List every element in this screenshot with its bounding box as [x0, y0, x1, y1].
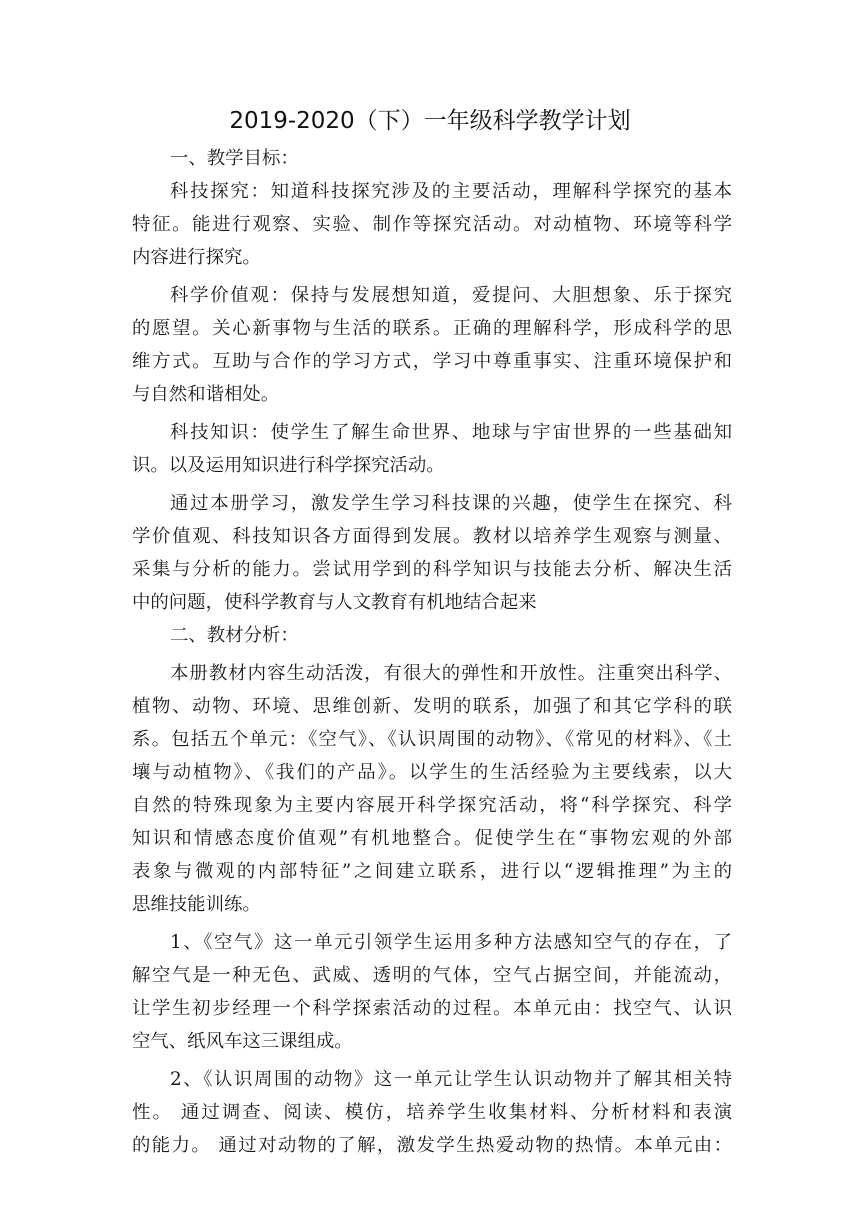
paragraph-tech-explore: [132, 175, 732, 274]
paragraph-line: 系。包括五个单元：《空气》、《认识周围的动物》、《常见的材料》、《土: [132, 729, 732, 750]
paragraph-line: 中的问题，使科学教育与人文教育有机地结合起来: [132, 592, 537, 613]
paragraph-unit-animals: [132, 1063, 732, 1162]
paragraph-line: 自然的特殊现象为主要内容展开科学探究活动，将“科学探究、科学: [132, 795, 732, 816]
paragraph-line: 本册教材内容生动活泼，有很大的弹性和开放性。注重突出科学、: [170, 663, 732, 684]
paragraph-line: 与自然和谐相处。: [132, 384, 280, 405]
paragraph-line: 植物、动物、环境、思维创新、发明的联系，加强了和其它学科的联: [132, 696, 732, 717]
paragraph-line: 的能力。 通过对动物的了解，激发学生热爱动物的热情。本单元由：: [132, 1135, 732, 1156]
paragraph-line: 识。以及运用知识进行科学探究活动。: [132, 455, 445, 476]
paragraph-tech-knowledge: [132, 416, 732, 482]
paragraph-overview: [132, 487, 732, 619]
paragraph-line: 壤与动植物》、《我们的产品》。以学生的生活经验为主要线索，以大: [132, 762, 732, 783]
paragraph-line: 空气、纸风车这三课组成。: [132, 1031, 353, 1052]
paragraph-line: 性。 通过调查、阅读、模仿，培养学生收集材料、分析材料和表演: [132, 1102, 732, 1123]
paragraph-line: 1、《空气》这一单元引领学生运用多种方法感知空气的存在，了: [170, 932, 732, 953]
paragraph-line: 2、《认识周围的动物》这一单元让学生认识动物并了解其相关特: [170, 1069, 732, 1090]
document-body: [132, 142, 732, 1162]
heading-line: 二、教材分析：: [170, 625, 299, 646]
paragraph-line: 维方式。互助与合作的学习方式，学习中尊重事实、注重环境保护和: [132, 351, 732, 372]
document-title: 2019-2020（下）一年级科学教学计划: [229, 108, 631, 134]
heading-textbook-analysis: [132, 619, 732, 652]
paragraph-line: 采集与分析的能力。尝试用学到的科学知识与技能去分析、解决生活: [132, 559, 732, 580]
paragraph-line: 解空气是一种无色、武威、透明的气体，空气占据空间，并能流动，: [132, 965, 732, 986]
paragraph-line: 知识和情感态度价值观”有机地整合。促使学生在“事物宏观的外部: [132, 828, 732, 849]
paragraph-line: 科技探究：知道科技探究涉及的主要活动，理解科学探究的基本: [170, 181, 732, 202]
paragraph-line: 特征。能进行观察、实验、制作等探究活动。对动植物、环境等科学: [132, 214, 732, 235]
paragraph-line: 通过本册学习，激发学生学习科技课的兴趣，使学生在探究、科: [170, 493, 732, 514]
paragraph-line: 学价值观、科技知识各方面得到发展。教材以培养学生观察与测量、: [132, 526, 732, 547]
paragraph-textbook: [132, 657, 732, 921]
paragraph-line: 表象与微观的内部特征”之间建立联系，进行以“逻辑推理”为主的: [132, 861, 732, 882]
paragraph-science-values: [132, 279, 732, 411]
heading-teaching-goals: [132, 142, 732, 175]
paragraph-line: 让学生初步经理一个科学探索活动的过程。本单元由：找空气、认识: [132, 998, 732, 1019]
paragraph-line: 思维技能训练。: [132, 894, 261, 915]
heading-line: 一、教学目标：: [170, 148, 299, 169]
paragraph-line: 科学价值观：保持与发展想知道，爱提问、大胆想象、乐于探究: [170, 285, 732, 306]
paragraph-unit-air: [132, 926, 732, 1058]
paragraph-line: 科技知识：使学生了解生命世界、地球与宇宙世界的一些基础知: [170, 422, 732, 443]
paragraph-line: 的愿望。关心新事物与生活的联系。正确的理解科学，形成科学的思: [132, 318, 732, 339]
paragraph-line: 内容进行探究。: [132, 247, 261, 268]
